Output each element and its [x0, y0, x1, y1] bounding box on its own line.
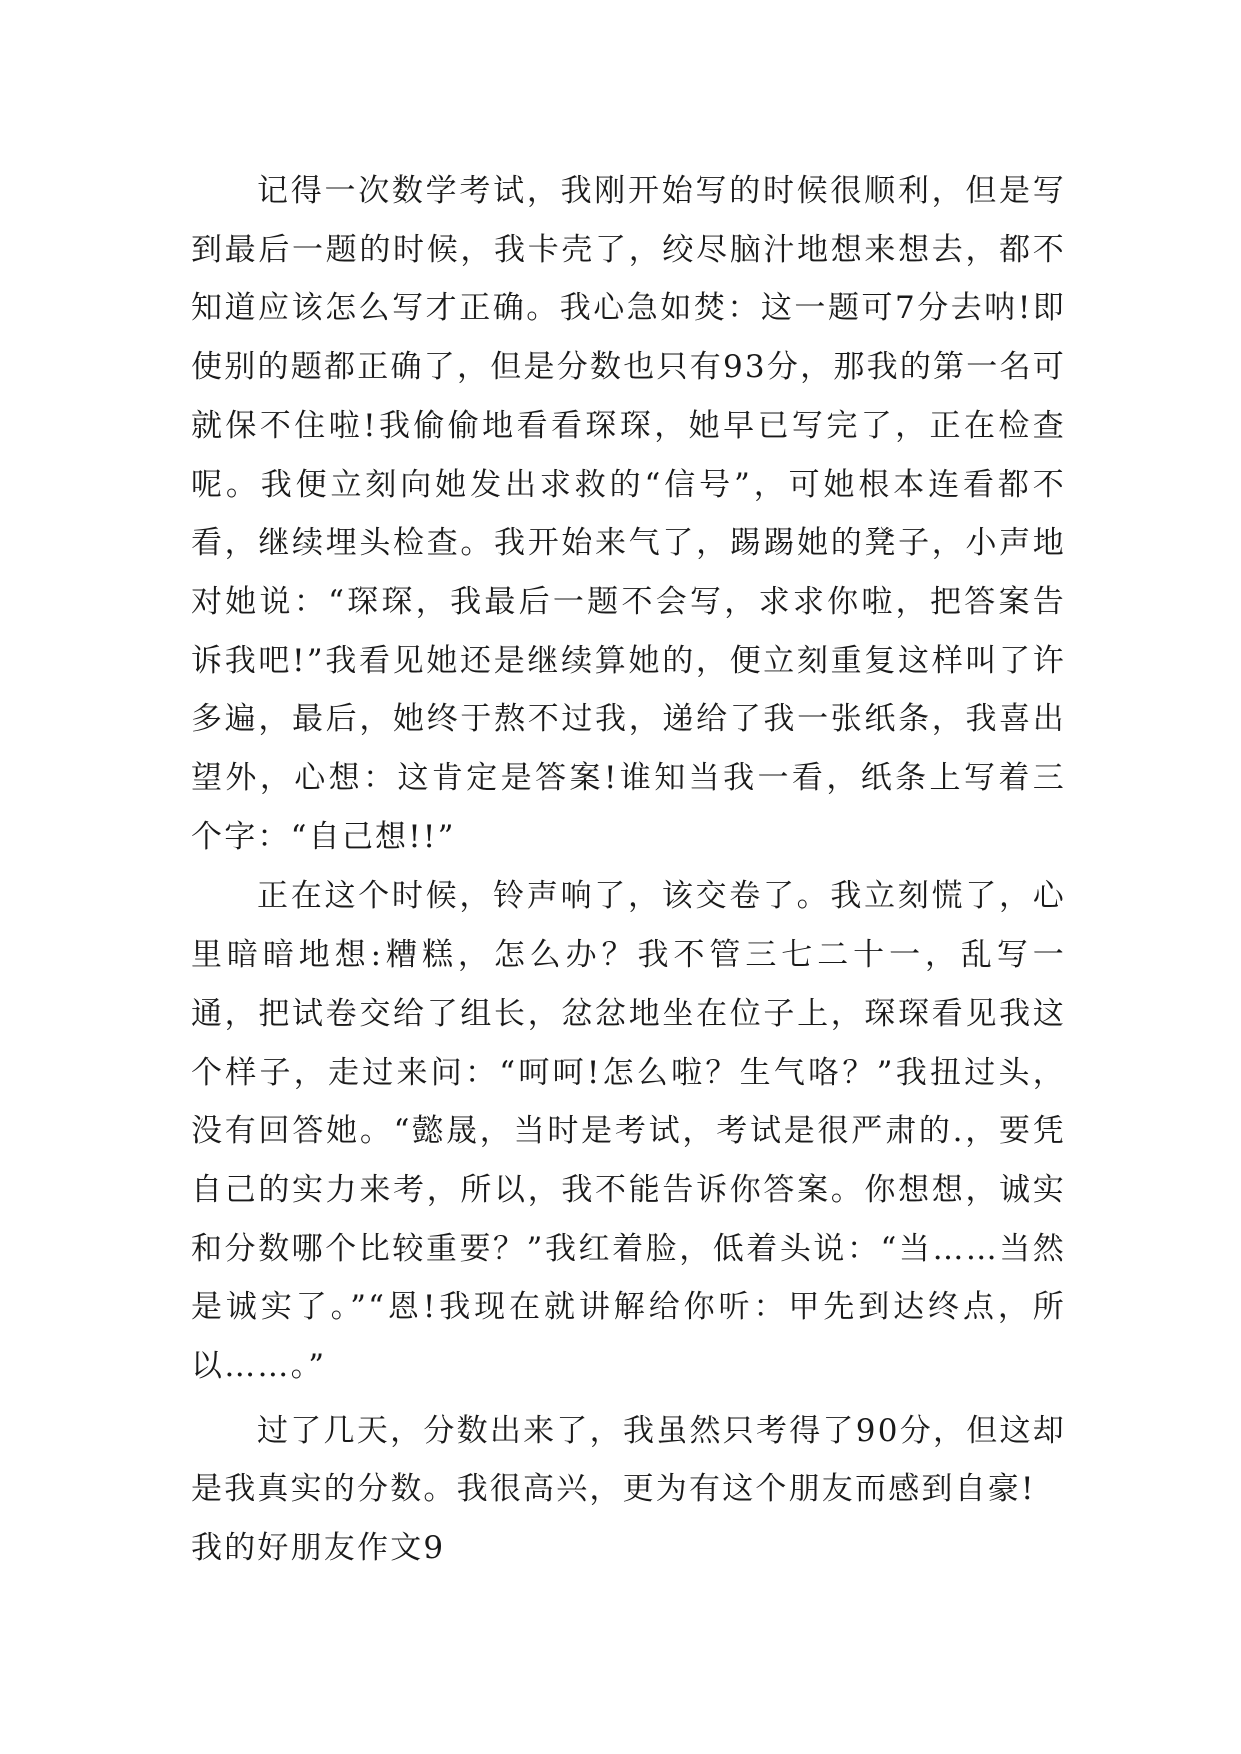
paragraph-bell-rings: 正在这个时候，铃声响了，该交卷了。我立刻慌了，心里暗暗地想:糟糕，怎么办？我不管三七二十一，乱写一通，把试卷交给了组长，忿忿地坐在位子上，琛琛看见我这个样子，走过来问：“呵呵!怎么啦？生气咯？”我扭过头，没有回答她。“懿晟，当时是考试，考试是很严肃的.，要凭自己的实力来考，所以，我不能告诉你答案。你想想，诚实和分数哪个比较重要？”我红着脸，低着头说：“当……当然是诚实了。”“恩!我现在就讲解给你听：甲先到达终点，所以……。”: [191, 878, 1067, 1385]
paragraph-exam-story: 记得一次数学考试，我刚开始写的时候很顺利，但是写到最后一题的时候，我卡壳了，绞尽脑汁地想来想去，都不知道应该怎么写才正确。我心急如焚：这一题可7分去呐!即使别的题都正确了，但是分数也只有93分，那我的第一名可就保不住啦!我偷偷地看看琛琛，她早已写完了，正在检查呢。我便立刻向她发出求救的“信号”，可她根本连看都不看，继续埋头检查。我开始来气了，踢踢她的凳子，小声地对她说：“琛琛，我最后一题不会写，求求你啦，把答案告诉我吧!”我看见她还是继续算她的，便立刻重复这样叫了许多遍，最后，她终于熬不过我，递给了我一张纸条，我喜出望外，心想：这肯定是答案!谁知当我一看，纸条上写着三个字：“自己想!!”: [191, 173, 1066, 855]
paragraph-score-result: 过了几天，分数出来了，我虽然只考得了90分，但这却是我真实的分数。我很高兴，更为有这个朋友而感到自豪!: [191, 1412, 1066, 1508]
next-essay-title: 我的好朋友作文9: [191, 1530, 446, 1567]
document-body: [191, 162, 1066, 1578]
